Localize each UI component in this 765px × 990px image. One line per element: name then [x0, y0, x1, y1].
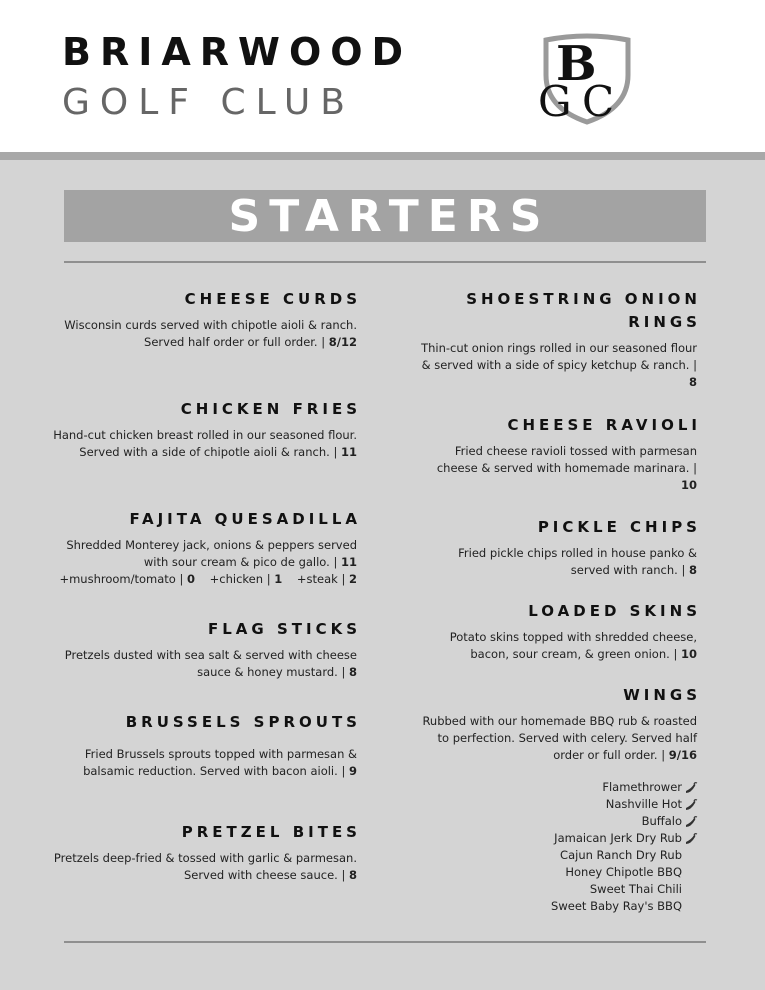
item-price: 8: [348, 868, 357, 882]
item-addons: +mushroom/tomato | 0 +chicken | 1 +steak | 2: [59, 572, 357, 586]
item-desc: Wisconsin curds served with chipotle aioli & ranch. Served half order or full order. | 8/12: [64, 318, 357, 349]
bottom-divider: [64, 941, 706, 943]
menu-item-loaded-skins: [420, 600, 701, 663]
item-desc: Fried pickle chips rolled in house panko & served with ranch. | 8: [458, 546, 697, 577]
item-desc: Hand-cut chicken breast rolled in our seasoned flour. Served with a side of chipotle aioli & ranch. | 11: [53, 428, 357, 459]
item-price: 8/12: [328, 335, 357, 349]
svg-text:B: B: [556, 36, 597, 92]
wing-flavor: Sweet Thai Chili: [589, 882, 682, 896]
item-price: 8: [688, 563, 697, 577]
item-name: CHICKEN FRIES: [180, 400, 361, 418]
pepper-icon: [684, 799, 698, 811]
menu-item-pickle-chips: [420, 516, 701, 579]
item-price: 8: [688, 375, 697, 389]
item-name: FAJITA QUESADILLA: [129, 510, 361, 528]
menu-item-cheese-ravioli: [420, 414, 701, 494]
menu-item-fajita-quesadilla: [50, 508, 361, 588]
wing-flavor: Nashville Hot: [500, 796, 698, 813]
item-price: 8: [348, 665, 357, 679]
item-price: 10: [680, 478, 697, 492]
brand-subtitle: GOLF CLUB: [62, 82, 355, 123]
brand-name: BRIARWOOD: [62, 30, 413, 74]
item-name: FLAG STICKS: [208, 620, 361, 638]
pepper-icon: [684, 833, 698, 845]
wing-flavor: Flamethrower: [500, 779, 698, 796]
item-desc: Pretzels dusted with sea salt & served with cheese sauce & honey mustard. | 8: [64, 648, 357, 679]
item-desc: Fried Brussels sprouts topped with parmesan & balsamic reduction. Served with bacon aioli. | 9: [83, 747, 357, 778]
item-desc: Pretzels deep-fried & tossed with garlic & parmesan. Served with cheese sauce. | 8: [53, 851, 357, 882]
item-price: 9/16: [668, 748, 697, 762]
menu-item-flag-sticks: [50, 618, 361, 681]
item-price: 11: [340, 555, 357, 569]
wing-flavor: Buffalo: [500, 813, 698, 830]
item-desc: Rubbed with our homemade BBQ rub & roasted to perfection. Served with celery. Served half order or full order. | 9/16: [422, 714, 697, 762]
wing-flavor: Jamaican Jerk Dry Rub: [500, 830, 698, 847]
item-name: WINGS: [623, 686, 701, 704]
menu-item-shoestring-onion-rings: [420, 288, 701, 391]
item-price: 9: [348, 764, 357, 778]
item-price: 11: [340, 445, 357, 459]
item-desc: Shredded Monterey jack, onions & peppers served with sour cream & pico de gallo. | 11: [66, 538, 357, 569]
item-name: CHEESE RAVIOLI: [507, 416, 701, 434]
svg-text:C: C: [582, 77, 615, 125]
pepper-icon: [684, 782, 698, 794]
menu-item-pretzel-bites: [50, 821, 361, 884]
menu-item-chicken-fries: [50, 398, 361, 461]
menu-item-wings: [420, 684, 701, 764]
item-name: CHEESE CURDS: [184, 290, 361, 308]
item-name: PRETZEL BITES: [181, 823, 361, 841]
wing-flavor-list: [500, 779, 698, 915]
item-name: PICKLE CHIPS: [537, 518, 701, 536]
section-title: STARTERS: [228, 191, 551, 242]
wing-flavor: Sweet Baby Ray's BBQ: [551, 899, 682, 913]
wing-flavor: Cajun Ranch Dry Rub: [560, 848, 682, 862]
item-desc: Thin-cut onion rings rolled in our seasoned flour & served with a side of spicy ketchup & ranch. | 8: [421, 341, 697, 389]
item-desc: Potato skins topped with shredded cheese, bacon, sour cream, & green onion. | 10: [449, 630, 697, 661]
left-column: [50, 0, 361, 990]
svg-text:G: G: [538, 77, 572, 125]
menu-item-brussels-sprouts: [50, 711, 361, 780]
item-desc: Fried cheese ravioli tossed with parmesan cheese & served with homemade marinara. | 10: [436, 444, 697, 492]
pepper-icon: [684, 816, 698, 828]
item-price: 10: [680, 647, 697, 661]
item-name: SHOESTRING ONION RINGS: [466, 290, 701, 331]
item-name: BRUSSELS SPROUTS: [125, 713, 361, 731]
item-name: LOADED SKINS: [528, 602, 701, 620]
wing-flavor: Honey Chipotle BBQ: [565, 865, 682, 879]
menu-item-cheese-curds: [50, 288, 361, 351]
